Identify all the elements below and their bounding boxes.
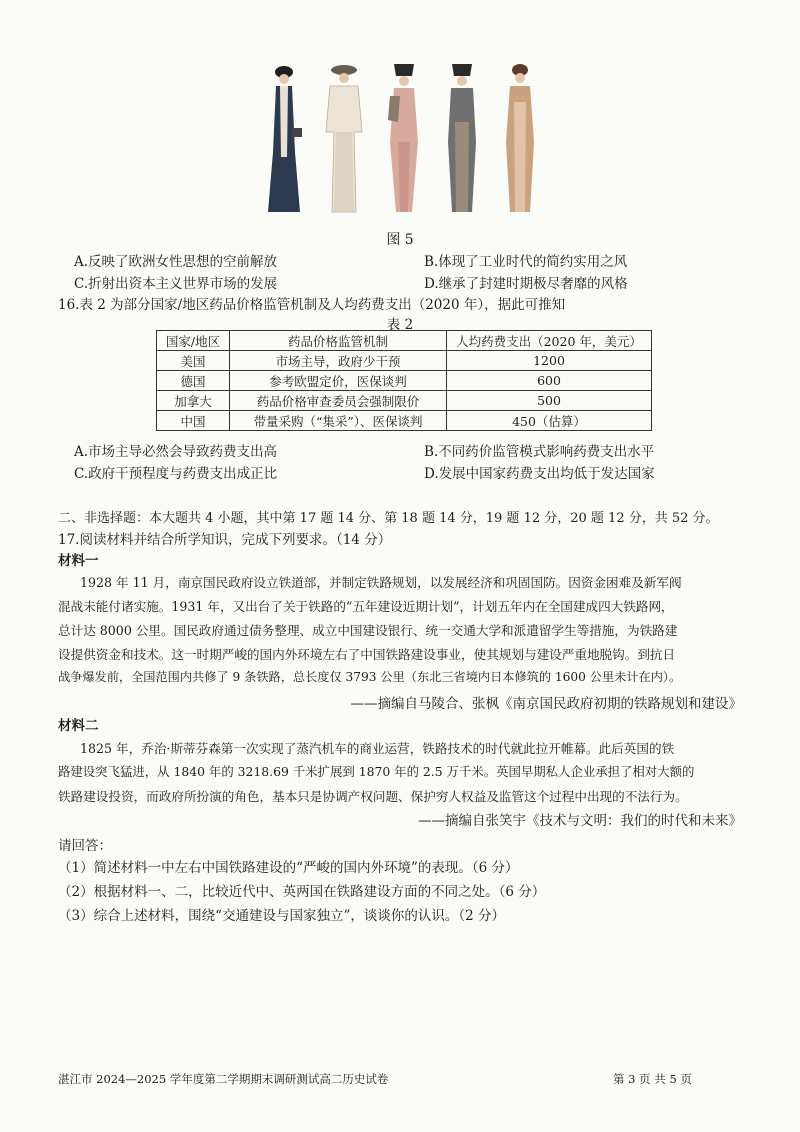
q15-option-c: C.折射出资本主义世界市场的发展: [74, 276, 278, 292]
woman-pink-dress: [388, 64, 418, 212]
table-cell: 药品价格审查委员会强制限价: [230, 391, 447, 411]
material2-line: 铁路建设投资，而政府所扮演的角色，基本只是协调产权问题、保护穷人权益及监管这个过程中出现的不法行为。: [58, 789, 688, 804]
table-cell: 600: [447, 371, 652, 391]
footer-exam-title: 湛江市 2024—2025 学年度第二学期期末调研测试高二历史试卷: [58, 1072, 389, 1086]
q16-option-d: D.发展中国家药费支出均低于发达国家: [424, 466, 655, 482]
material1-line: 混战未能付诸实施。1931 年，又出台了关于铁路的“五年建设近期计划”，计划五年内在全国建成四大铁路网，: [58, 599, 674, 614]
question-item: （2）根据材料一、二，比较近代中、英两国在铁路建设方面的不同之处。（6 分）: [58, 884, 546, 900]
q17-stem: 17.阅读材料并结合所学知识，完成下列要求。（14 分）: [58, 532, 392, 548]
woman-navy-dress: [268, 66, 302, 212]
table-header-row: [157, 331, 652, 351]
table-cell: 市场主导，政府少干预: [230, 351, 447, 371]
material2-line: 1825 年，乔治·斯蒂芬森第一次实现了蒸汽机车的商业运营，铁路技术的时代就此拉开帷幕。此后英国的铁: [80, 741, 675, 756]
question-item: （1）简述材料一中左右中国铁路建设的“严峻的国内外环境”的表现。（6 分）: [58, 860, 519, 876]
table-cell: 带量采购（“集采”）、医保谈判: [230, 411, 447, 431]
material1-line: 战争爆发前，全国范围内共修了 9 条铁路，总长度仅 3793 公里（东北三省境内日本修筑的 1600 公里未计在内）。: [58, 670, 682, 684]
material1-line: 总计达 8000 公里。国民政府通过债务整理、成立中国建设银行、统一交通大学和派遣留学生等措施，为铁路建: [58, 623, 678, 638]
material1-source: ——摘编自马陵合、张枫《南京国民政府初期的铁路规划和建设》: [350, 696, 742, 712]
table-header: 人均药费支出（2020 年，美元）: [447, 331, 652, 351]
table-row: [157, 351, 652, 371]
table-cell: 参考欧盟定价，医保谈判: [230, 371, 447, 391]
material2-line: 路建设突飞猛进，从 1840 年的 3218.69 千米扩展到 1870 年的 2.5 万千米。英国早期私人企业承担了相对大额的: [58, 764, 695, 779]
table-row: [157, 371, 652, 391]
material1-line: 1928 年 11 月，南京国民政府设立铁道部，并制定铁路规划，以发展经济和巩固国防。因资金困难及新军阀: [80, 575, 682, 590]
woman-gray-dress: [448, 64, 476, 212]
material1-line: 设提供资金和技术。这一时期严峻的国内外环境左右了中国铁路建设事业，使其规划与建设严重地脱钩。到抗日: [58, 647, 676, 662]
q15-option-a: A.反映了欧洲女性思想的空前解放: [74, 254, 278, 270]
q15-option-b: B.体现了工业时代的简约实用之风: [424, 254, 628, 270]
table-cell: 美国: [157, 351, 230, 371]
table-header: 药品价格监管机制: [230, 331, 447, 351]
table-cell: 中国: [157, 411, 230, 431]
woman-beige-dress: [506, 64, 534, 212]
q15-option-d: D.继承了封建时期极尽奢靡的风格: [424, 276, 628, 292]
table-cell: 加拿大: [157, 391, 230, 411]
question-item: （3）综合上述材料，围绕“交通建设与国家独立”，谈谈你的认识。（2 分）: [58, 908, 506, 924]
table-header: 国家/地区: [157, 331, 230, 351]
material1-label: 材料一: [58, 553, 99, 569]
table-cell: 500: [447, 391, 652, 411]
figure-caption: 图 5: [386, 232, 414, 248]
footer-page-number: 第 3 页 共 5 页: [613, 1072, 692, 1086]
material2-source: ——摘编自张笑宇《技术与文明：我们的时代和未来》: [418, 813, 742, 829]
q16-option-a: A.市场主导必然会导致药费支出高: [74, 444, 278, 460]
table-row: [157, 411, 652, 431]
material2-label: 材料二: [58, 718, 99, 734]
table-cell: 450（估算）: [447, 411, 652, 431]
table-row: [157, 391, 652, 411]
q16-stem: 16.表 2 为部分国家/地区药品价格监管机制及人均药费支出（2020 年），据此可推知: [58, 297, 566, 313]
answer-prompt: 请回答：: [58, 838, 112, 854]
table-cell: 德国: [157, 371, 230, 391]
table-title: 表 2: [386, 317, 414, 333]
drug-price-table: [156, 330, 652, 431]
fashion-illustration: [262, 62, 544, 220]
q16-option-b: B.不同药价监管模式影响药费支出水平: [424, 444, 655, 460]
table-cell: 1200: [447, 351, 652, 371]
woman-cream-dress: [326, 65, 362, 212]
section-heading: 二、非选择题：本大题共 4 小题，其中第 17 题 14 分、第 18 题 14 分，19 题 12 分，20 题 12 分，共 52 分。: [58, 511, 719, 526]
q16-option-c: C.政府干预程度与药费支出成正比: [74, 466, 278, 482]
